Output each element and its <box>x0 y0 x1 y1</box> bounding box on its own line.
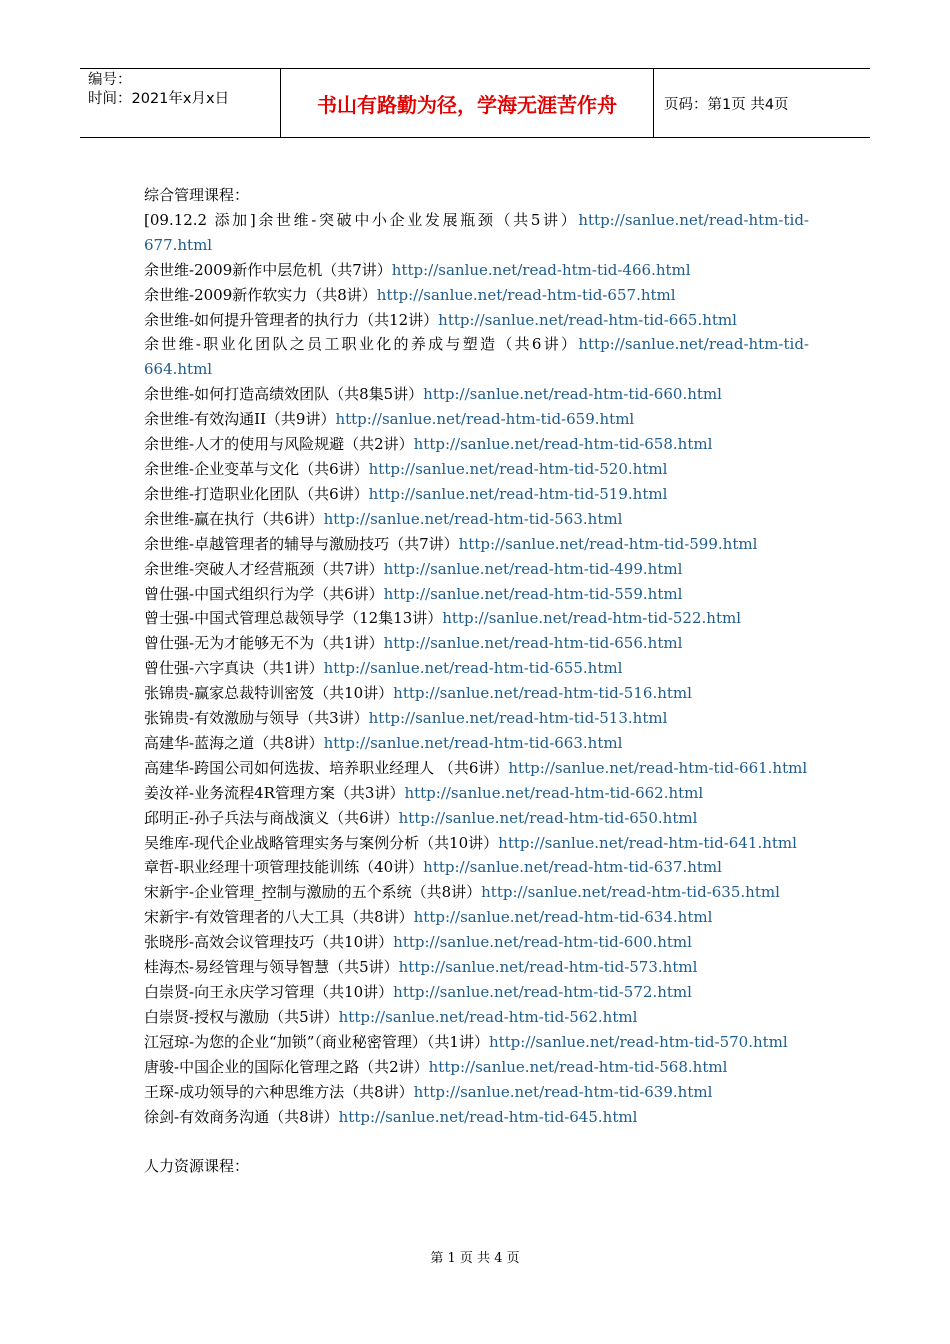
course-title: 王琛-成功领导的六种思维方法（共8讲） <box>144 1082 414 1101</box>
course-entry <box>144 1005 809 1030</box>
course-link[interactable]: http://sanlue.net/read-htm-tid-563.html <box>323 509 623 528</box>
course-title: 白崇贤-向王永庆学习管理（共10讲） <box>144 983 394 1001</box>
course-title: 邱明正-孙子兵法与商战演义（共6讲） <box>144 808 399 827</box>
course-title: 张晓彤-高效会议管理技巧（共10讲） <box>144 933 394 952</box>
course-entry <box>144 532 809 557</box>
course-link[interactable]: http://sanlue.net/read-htm-tid-519.html <box>368 484 668 503</box>
course-entry <box>144 557 809 582</box>
course-link[interactable]: http://sanlue.net/read-htm-tid-659.html <box>335 410 635 429</box>
course-entry <box>144 283 809 308</box>
course-title: 余世维-人才的使用与风险规避（共2讲） <box>144 435 414 454</box>
course-title: [09.12.2 添加]余世维-突破中小企业发展瓶颈（共5讲） <box>144 210 579 229</box>
course-link[interactable]: http://sanlue.net/read-htm-tid-522.html <box>442 609 741 628</box>
course-title: 余世维-突破人才经营瓶颈（共7讲） <box>144 559 384 578</box>
header-motto: 书山有路勤为径，学海无涯苦作舟 <box>281 69 654 137</box>
course-entry <box>144 208 809 258</box>
page-header <box>80 68 870 138</box>
course-title: 高建华-蓝海之道（共8讲） <box>144 733 324 752</box>
course-entry <box>144 457 809 482</box>
course-entry <box>144 308 809 333</box>
course-entry <box>144 980 809 1005</box>
course-title: 曾士强-中国式管理总裁领导学（12集13讲） <box>144 609 443 628</box>
course-entry <box>144 756 809 781</box>
course-title: 余世维-有效沟通II（共9讲） <box>144 410 336 429</box>
course-entry <box>144 656 809 681</box>
course-title: 曾仕强-六字真诀（共1讲） <box>144 659 324 678</box>
course-title: 张锦贵-赢家总裁特训密笈（共10讲） <box>144 684 394 703</box>
course-link[interactable]: http://sanlue.net/read-htm-tid-520.html <box>368 459 668 478</box>
course-entry <box>144 407 809 432</box>
section-title-management: 综合管理课程： <box>144 186 250 204</box>
course-title: 张锦贵-有效激励与领导（共3讲） <box>144 709 369 728</box>
course-link[interactable]: http://sanlue.net/read-htm-tid-559.html <box>383 584 683 603</box>
course-link[interactable]: http://sanlue.net/read-htm-tid-663.html <box>323 733 623 752</box>
section-title-hr: 人力资源课程： <box>144 1157 250 1176</box>
course-link[interactable]: http://sanlue.net/read-htm-tid-570.html <box>488 1032 788 1051</box>
course-entry <box>144 482 809 507</box>
course-title: 吴维库-现代企业战略管理实务与案例分析（共10讲） <box>144 833 499 852</box>
course-link[interactable]: http://sanlue.net/read-htm-tid-513.html <box>368 709 668 728</box>
course-link[interactable]: http://sanlue.net/read-htm-tid-516.html <box>393 684 692 703</box>
course-link[interactable]: http://sanlue.net/read-htm-tid-639.html <box>413 1082 713 1101</box>
course-link[interactable]: http://sanlue.net/read-htm-tid-572.html <box>393 983 692 1001</box>
course-link[interactable]: http://sanlue.net/read-htm-tid-658.html <box>413 435 713 454</box>
course-link[interactable]: http://sanlue.net/read-htm-tid-660.html <box>423 385 722 404</box>
document-time-label: 时间：2021年x月x日 <box>88 91 230 107</box>
course-link[interactable]: http://sanlue.net/read-htm-tid-665.html <box>438 310 737 329</box>
course-title: 余世维-2009新作软实力（共8讲） <box>144 285 377 304</box>
course-link[interactable]: http://sanlue.net/read-htm-tid-573.html <box>398 958 698 977</box>
course-title: 唐骏-中国企业的国际化管理之路（共2讲） <box>144 1057 429 1076</box>
course-entry <box>144 1080 809 1105</box>
course-link[interactable]: http://sanlue.net/read-htm-tid-562.html <box>338 1007 638 1026</box>
course-title: 宋新宇-企业管理_控制与激励的五个系统（共8讲） <box>144 883 482 902</box>
document-number-label: 编号： <box>88 72 132 88</box>
course-link[interactable]: http://sanlue.net/read-htm-tid-677.html <box>144 210 809 254</box>
course-link[interactable]: http://sanlue.net/read-htm-tid-656.html <box>383 634 683 653</box>
course-link[interactable]: http://sanlue.net/read-htm-tid-466.html <box>391 260 691 279</box>
course-entry <box>144 258 809 283</box>
course-link[interactable]: http://sanlue.net/read-htm-tid-635.html <box>481 883 780 902</box>
course-title: 余世维-职业化团队之员工职业化的养成与塑造（共6讲） <box>144 335 579 354</box>
course-entry <box>144 905 809 930</box>
course-entry <box>144 382 809 407</box>
header-meta <box>80 69 281 137</box>
course-link[interactable]: http://sanlue.net/read-htm-tid-662.html <box>404 783 704 802</box>
course-title: 徐剑-有效商务沟通（共8讲） <box>144 1107 339 1126</box>
course-link[interactable]: http://sanlue.net/read-htm-tid-641.html <box>498 833 797 852</box>
course-title: 余世维-如何提升管理者的执行力（共12讲） <box>144 310 439 329</box>
course-entry <box>144 1105 809 1130</box>
course-link[interactable]: http://sanlue.net/read-htm-tid-499.html <box>383 559 683 578</box>
course-entry <box>144 731 809 756</box>
course-link[interactable]: http://sanlue.net/read-htm-tid-568.html <box>428 1057 728 1076</box>
course-entry <box>144 582 809 607</box>
course-entry <box>144 880 809 905</box>
section-spacer <box>144 1129 809 1154</box>
course-title: 曾仕强-中国式组织行为学（共6讲） <box>144 584 384 603</box>
course-entry <box>144 806 809 831</box>
header-page-info: 页码：第1页 共4页 <box>664 96 789 113</box>
course-title: 曾仕强-无为才能够无不为（共1讲） <box>144 634 384 653</box>
course-link[interactable]: http://sanlue.net/read-htm-tid-650.html <box>398 808 698 827</box>
course-list <box>144 208 809 1130</box>
course-link[interactable]: http://sanlue.net/read-htm-tid-634.html <box>413 908 713 927</box>
course-entry <box>144 781 809 806</box>
course-title: 江冠琼-为您的企业“加锁”（商业秘密管理）（共1讲） <box>144 1032 489 1051</box>
course-link[interactable]: http://sanlue.net/read-htm-tid-645.html <box>338 1107 638 1126</box>
course-entry <box>144 1055 809 1080</box>
course-title: 桂海杰-易经管理与领导智慧（共5讲） <box>144 958 399 977</box>
course-link[interactable]: http://sanlue.net/read-htm-tid-655.html <box>323 659 623 678</box>
course-entry <box>144 606 809 631</box>
course-entry <box>144 955 809 980</box>
course-title: 余世维-卓越管理者的辅导与激励技巧（共7讲） <box>144 534 459 553</box>
document-body <box>144 183 809 1179</box>
course-entry <box>144 855 809 880</box>
course-entry <box>144 507 809 532</box>
course-entry <box>144 706 809 731</box>
course-title: 章哲-职业经理十项管理技能训练（40讲） <box>144 858 424 877</box>
course-entry <box>144 332 809 382</box>
course-title: 余世维-2009新作中层危机（共7讲） <box>144 260 392 279</box>
course-entry <box>144 930 809 955</box>
course-link[interactable]: http://sanlue.net/read-htm-tid-661.html <box>508 758 808 777</box>
course-link[interactable]: http://sanlue.net/read-htm-tid-600.html <box>393 933 692 952</box>
course-title: 余世维-赢在执行（共6讲） <box>144 509 324 528</box>
course-title: 余世维-企业变革与文化（共6讲） <box>144 459 369 478</box>
course-title: 高建华-跨国公司如何选拔、培养职业经理人 （共6讲） <box>144 758 509 777</box>
course-link[interactable]: http://sanlue.net/read-htm-tid-657.html <box>376 285 676 304</box>
course-link[interactable]: http://sanlue.net/read-htm-tid-637.html <box>423 858 722 877</box>
course-entry <box>144 831 809 856</box>
course-entry <box>144 681 809 706</box>
course-title: 余世维-打造职业化团队（共6讲） <box>144 484 369 503</box>
course-title: 白崇贤-授权与激励（共5讲） <box>144 1007 339 1026</box>
course-entry <box>144 631 809 656</box>
course-title: 余世维-如何打造高绩效团队（共8集5讲） <box>144 385 424 404</box>
page-footer: 第 1 页 共 4 页 <box>430 1251 520 1266</box>
course-entry <box>144 432 809 457</box>
course-title: 姜汝祥-业务流程4R管理方案（共3讲） <box>144 783 405 802</box>
course-link[interactable]: http://sanlue.net/read-htm-tid-599.html <box>458 534 758 553</box>
course-link[interactable]: http://sanlue.net/read-htm-tid-664.html <box>144 335 809 379</box>
course-entry <box>144 1030 809 1055</box>
course-title: 宋新宇-有效管理者的八大工具（共8讲） <box>144 908 414 927</box>
